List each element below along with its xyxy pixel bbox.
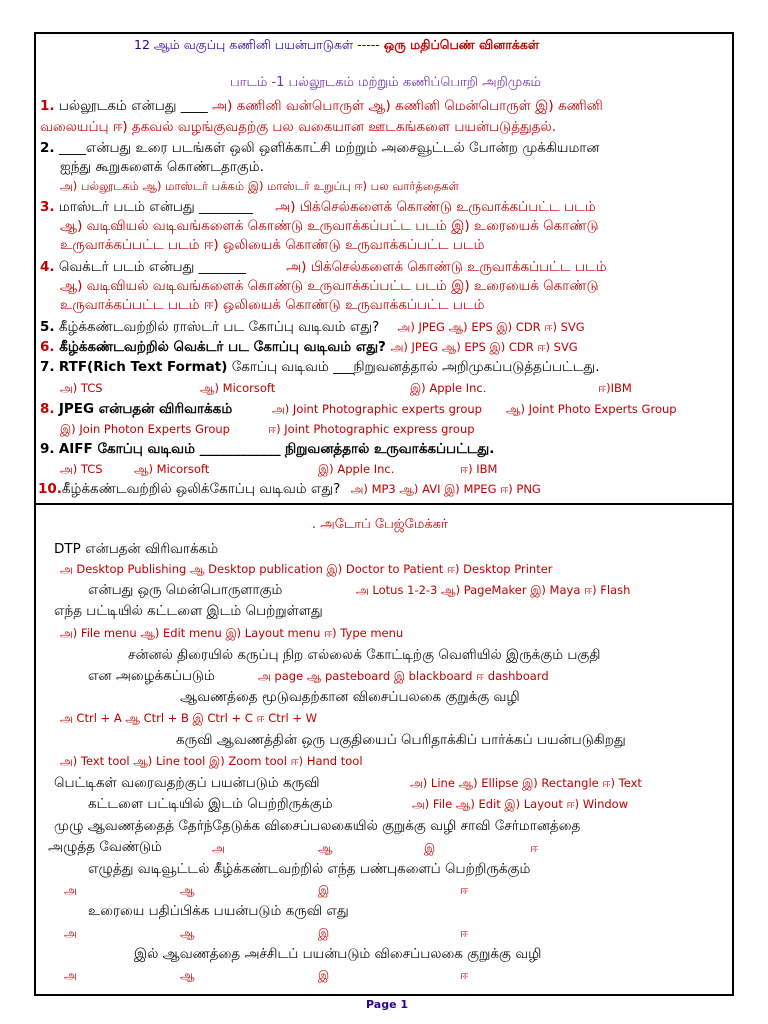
s2-q10-option-c: இ (318, 883, 330, 897)
q7-option-a: அ) TCS (60, 381, 103, 395)
q9-option-b: ஆ) Micorsoft (134, 462, 210, 476)
q8-option-c: இ) Join Photon Experts Group (60, 422, 230, 436)
question-number: 5. (40, 319, 55, 335)
q9-option-d: ஈ) IBM (460, 462, 498, 476)
s2-q10-option-a: அ (64, 883, 77, 897)
s2-q9-option-a: அ (212, 841, 225, 855)
s2-q11: உரையை பதிப்பிக்க பயன்படும் கருவி எது (88, 903, 349, 919)
question-text: கீழ்க்கண்டவற்றில் ஒலிக்கோப்பு வடிவம் எது? (61, 481, 341, 497)
question-text-cont: நிறுவனத்தால் உருவாக்கப்பட்டது. (284, 441, 495, 457)
s2-q2-options: அ Lotus 1-2-3 ஆ) PageMaker இ) Maya ஈ) Flash (356, 583, 631, 597)
question-text: கீழ்க்கண்டவற்றில் வெக்டர் பட கோப்பு வடிவம் எது? (59, 339, 386, 355)
s2-q9: முழு ஆவணத்தைத் தேர்ந்தேடுக்க விசைப்பலகையில் குறுக்கு வழி சாவி சேர்மானத்தை (54, 818, 581, 834)
question-text: ____என்பது உரை படங்கள் ஒலி ஒளிக்காட்சி மற்றும் அசைவூட்டல் போன்ற முக்கியமான (58, 140, 600, 156)
s2-q11-option-b: ஆ (180, 926, 195, 940)
s2-q1-options: அ Desktop Publishing ஆ Desktop publication இ) Doctor to Patient ஈ) Desktop Printer (60, 562, 553, 576)
question-7 (40, 360, 600, 376)
s2-q12-option-a: அ (64, 968, 77, 982)
s2-q5-options: அ Ctrl + A ஆ Ctrl + B இ Ctrl + C ஈ Ctrl + W (60, 711, 317, 725)
question-options: அ) கணினி வன்பொருள் ஆ) கணினி மென்பொருள் இ) கணினி (212, 98, 603, 114)
question-1-options-cont: வலையப்பு ஈ) தகவல் வழங்குவதற்கு பல வகையான ஊடகங்களை பயன்படுத்துதல். (40, 119, 556, 135)
section-divider (34, 503, 734, 505)
question-2 (40, 141, 600, 157)
s2-q5: ஆவணத்தை மூடுவதற்கான விசைப்பலகை குறுக்கு வழி (180, 689, 520, 705)
s2-q7: பெட்டிகள் வரைவதற்குப் பயன்படும் கருவி (54, 775, 320, 791)
s2-q9-option-b: ஆ (318, 841, 333, 855)
s2-q4: சன்னல் திரையில் கருப்பு நிற எல்லைக் கோட்டிற்கு வெளியில் இருக்கும் பகுதி (128, 647, 601, 663)
s2-q7-options: அ) Line ஆ) Ellipse இ) Rectangle ஈ) Text (410, 776, 642, 790)
s2-q10-option-b: ஆ (180, 883, 195, 897)
q7-option-c: இ) Apple Inc. (410, 381, 487, 395)
s2-q3: எந்த பட்டியில் கட்டளை இடம் பெற்றுள்ளது (54, 603, 323, 619)
question-10 (38, 482, 541, 498)
question-term: RTF(Rich Text Format) (58, 359, 228, 375)
s2-q4-cont: என அழைக்கப்படும் (88, 668, 215, 684)
question-number: 3. (40, 199, 55, 215)
s2-q3-options: அ) File menu ஆ) Edit menu இ) Layout menu ஈ) Type menu (60, 626, 404, 640)
q8-option-a: அ) Joint Photographic experts group (272, 402, 482, 416)
question-text: பல்லூடகம் என்பது ____ (58, 98, 208, 114)
question-options: அ) பிக்செல்களைக் கொண்டு உருவாக்கப்பட்ட படம் (286, 259, 607, 275)
question-2-options: அ) பல்லூடகம் ஆ) மாஸ்டர் பக்கம் இ) மாஸ்டர் உறுப்பு ஈ) பல வார்த்தைகள் (60, 179, 460, 193)
question-options: அ) JPEG ஆ) EPS இ) CDR ஈ) SVG (397, 320, 585, 334)
question-options: அ) பிக்செல்களைக் கொண்டு உருவாக்கப்பட்ட படம் (275, 199, 596, 215)
s2-q4-options: அ page ஆ pasteboard இ blackboard ஈ dashboard (258, 669, 549, 683)
question-number: 7. (40, 359, 55, 375)
title-prefix: 12 ஆம் வகுப்பு கணினி பயன்பாடுகள் ----- (134, 37, 380, 52)
s2-q12-option-d: ஈ (460, 968, 469, 982)
question-text: மாஸ்டர் படம் என்பது ________ (58, 199, 253, 215)
question-5 (40, 320, 585, 336)
s2-q12: இல் ஆவணத்தை அச்சிடப் பயன்படும் விசைப்பலகை குறுக்கு வழி (134, 946, 542, 962)
title-suffix: ஒரு மதிப்பெண் வினாக்கள் (383, 37, 540, 52)
q7-option-d: ஈ)IBM (598, 381, 632, 395)
question-4-options-b: ஆ) வடிவியல் வடிவங்களைக் கொண்டு உருவாக்கப்பட்ட படம் இ) உரையைக் கொண்டு (60, 278, 599, 294)
question-4-options-c: உருவாக்கப்பட்ட படம் ஈ) ஒலியைக் கொண்டு உருவாக்கப்பட்ட படம் (60, 297, 485, 313)
s2-q8: கட்டளை பட்டியில் இடம் பெற்றிருக்கும் (88, 796, 333, 812)
question-text: கோப்பு வடிவம் ___நிறுவனத்தால் அறிமுகப்படுத்தப்பட்டது. (231, 359, 600, 375)
question-text: கீழ்க்கண்டவற்றில் ராஸ்டர் பட கோப்பு வடிவம் எது? (58, 319, 380, 335)
question-text: AIFF கோப்பு வடிவம் ____________ (58, 441, 281, 457)
question-number: 10. (38, 481, 62, 497)
s2-q9-option-c: இ (424, 841, 436, 855)
q8-option-b: ஆ) Joint Photo Experts Group (506, 402, 677, 416)
question-number: 9. (40, 441, 55, 457)
section-title: . அடோப் பேஜ்மேக்கர் (312, 517, 448, 532)
question-number: 2. (40, 140, 55, 156)
s2-q6-options: அ) Text tool ஆ) Line tool இ) Zoom tool ஈ) Hand tool (60, 754, 363, 768)
s2-q9-cont: அழுத்த வேண்டும் (48, 839, 162, 855)
question-text: JPEG என்பதன் விரிவாக்கம் (58, 401, 233, 417)
s2-q1: DTP என்பதன் விரிவாக்கம் (54, 541, 219, 557)
question-1 (40, 99, 603, 115)
q9-option-a: அ) TCS (60, 462, 103, 476)
question-number: 4. (40, 259, 55, 275)
s2-q11-option-d: ஈ (460, 926, 469, 940)
page-number: Page 1 (366, 998, 409, 1011)
question-number: 6. (40, 339, 55, 355)
question-number: 8. (40, 401, 55, 417)
s2-q10-option-d: ஈ (460, 883, 469, 897)
question-4 (40, 260, 607, 276)
question-3 (40, 200, 596, 216)
question-3-options-b: ஆ) வடிவியல் வடிவங்களைக் கொண்டு உருவாக்கப்பட்ட படம் இ) உரையைக் கொண்டு (60, 218, 599, 234)
s2-q2: என்பது ஒரு மென்பொருளாகும் (88, 582, 283, 598)
s2-q9-option-d: ஈ (530, 841, 539, 855)
s2-q8-options: அ) File ஆ) Edit இ) Layout ஈ) Window (412, 797, 629, 811)
question-6 (40, 340, 578, 356)
question-9 (40, 442, 494, 458)
question-number: 1. (40, 98, 55, 114)
s2-q10: எழுத்து வடிவூட்டல் கீழ்க்கண்டவற்றில் எந்த பண்புகளைப் பெற்றிருக்கும் (88, 861, 531, 877)
s2-q6: கருவி ஆவணத்தின் ஒரு பகுதியைப் பெரிதாக்கிப் பார்க்கப் பயன்படுகிறது (176, 732, 626, 748)
question-8 (40, 402, 232, 418)
q9-option-c: இ) Apple Inc. (318, 462, 395, 476)
lesson-title: பாடம் -1 பல்லூடகம் மற்றும் கணிப்பொறி அறிமுகம் (230, 75, 541, 90)
s2-q11-option-c: இ (318, 926, 330, 940)
question-options: அ) JPEG ஆ) EPS இ) CDR ஈ) SVG (390, 340, 578, 354)
s2-q12-option-b: ஆ (180, 968, 195, 982)
q8-option-d: ஈ) Joint Photographic express group (268, 422, 475, 436)
s2-q11-option-a: அ (64, 926, 77, 940)
question-2-cont: ஐந்து கூறுகளைக் கொண்டதாகும். (60, 159, 264, 175)
q7-option-b: ஆ) Micorsoft (200, 381, 276, 395)
s2-q12-option-c: இ (318, 968, 330, 982)
question-3-options-c: உருவாக்கப்பட்ட படம் ஈ) ஒலியைக் கொண்டு உருவாக்கப்பட்ட படம் (60, 237, 485, 253)
question-text: வெக்டர் படம் என்பது _______ (58, 259, 246, 275)
question-options: அ) MP3 ஆ) AVI இ) MPEG ஈ) PNG (350, 482, 541, 496)
page-title (134, 38, 539, 52)
